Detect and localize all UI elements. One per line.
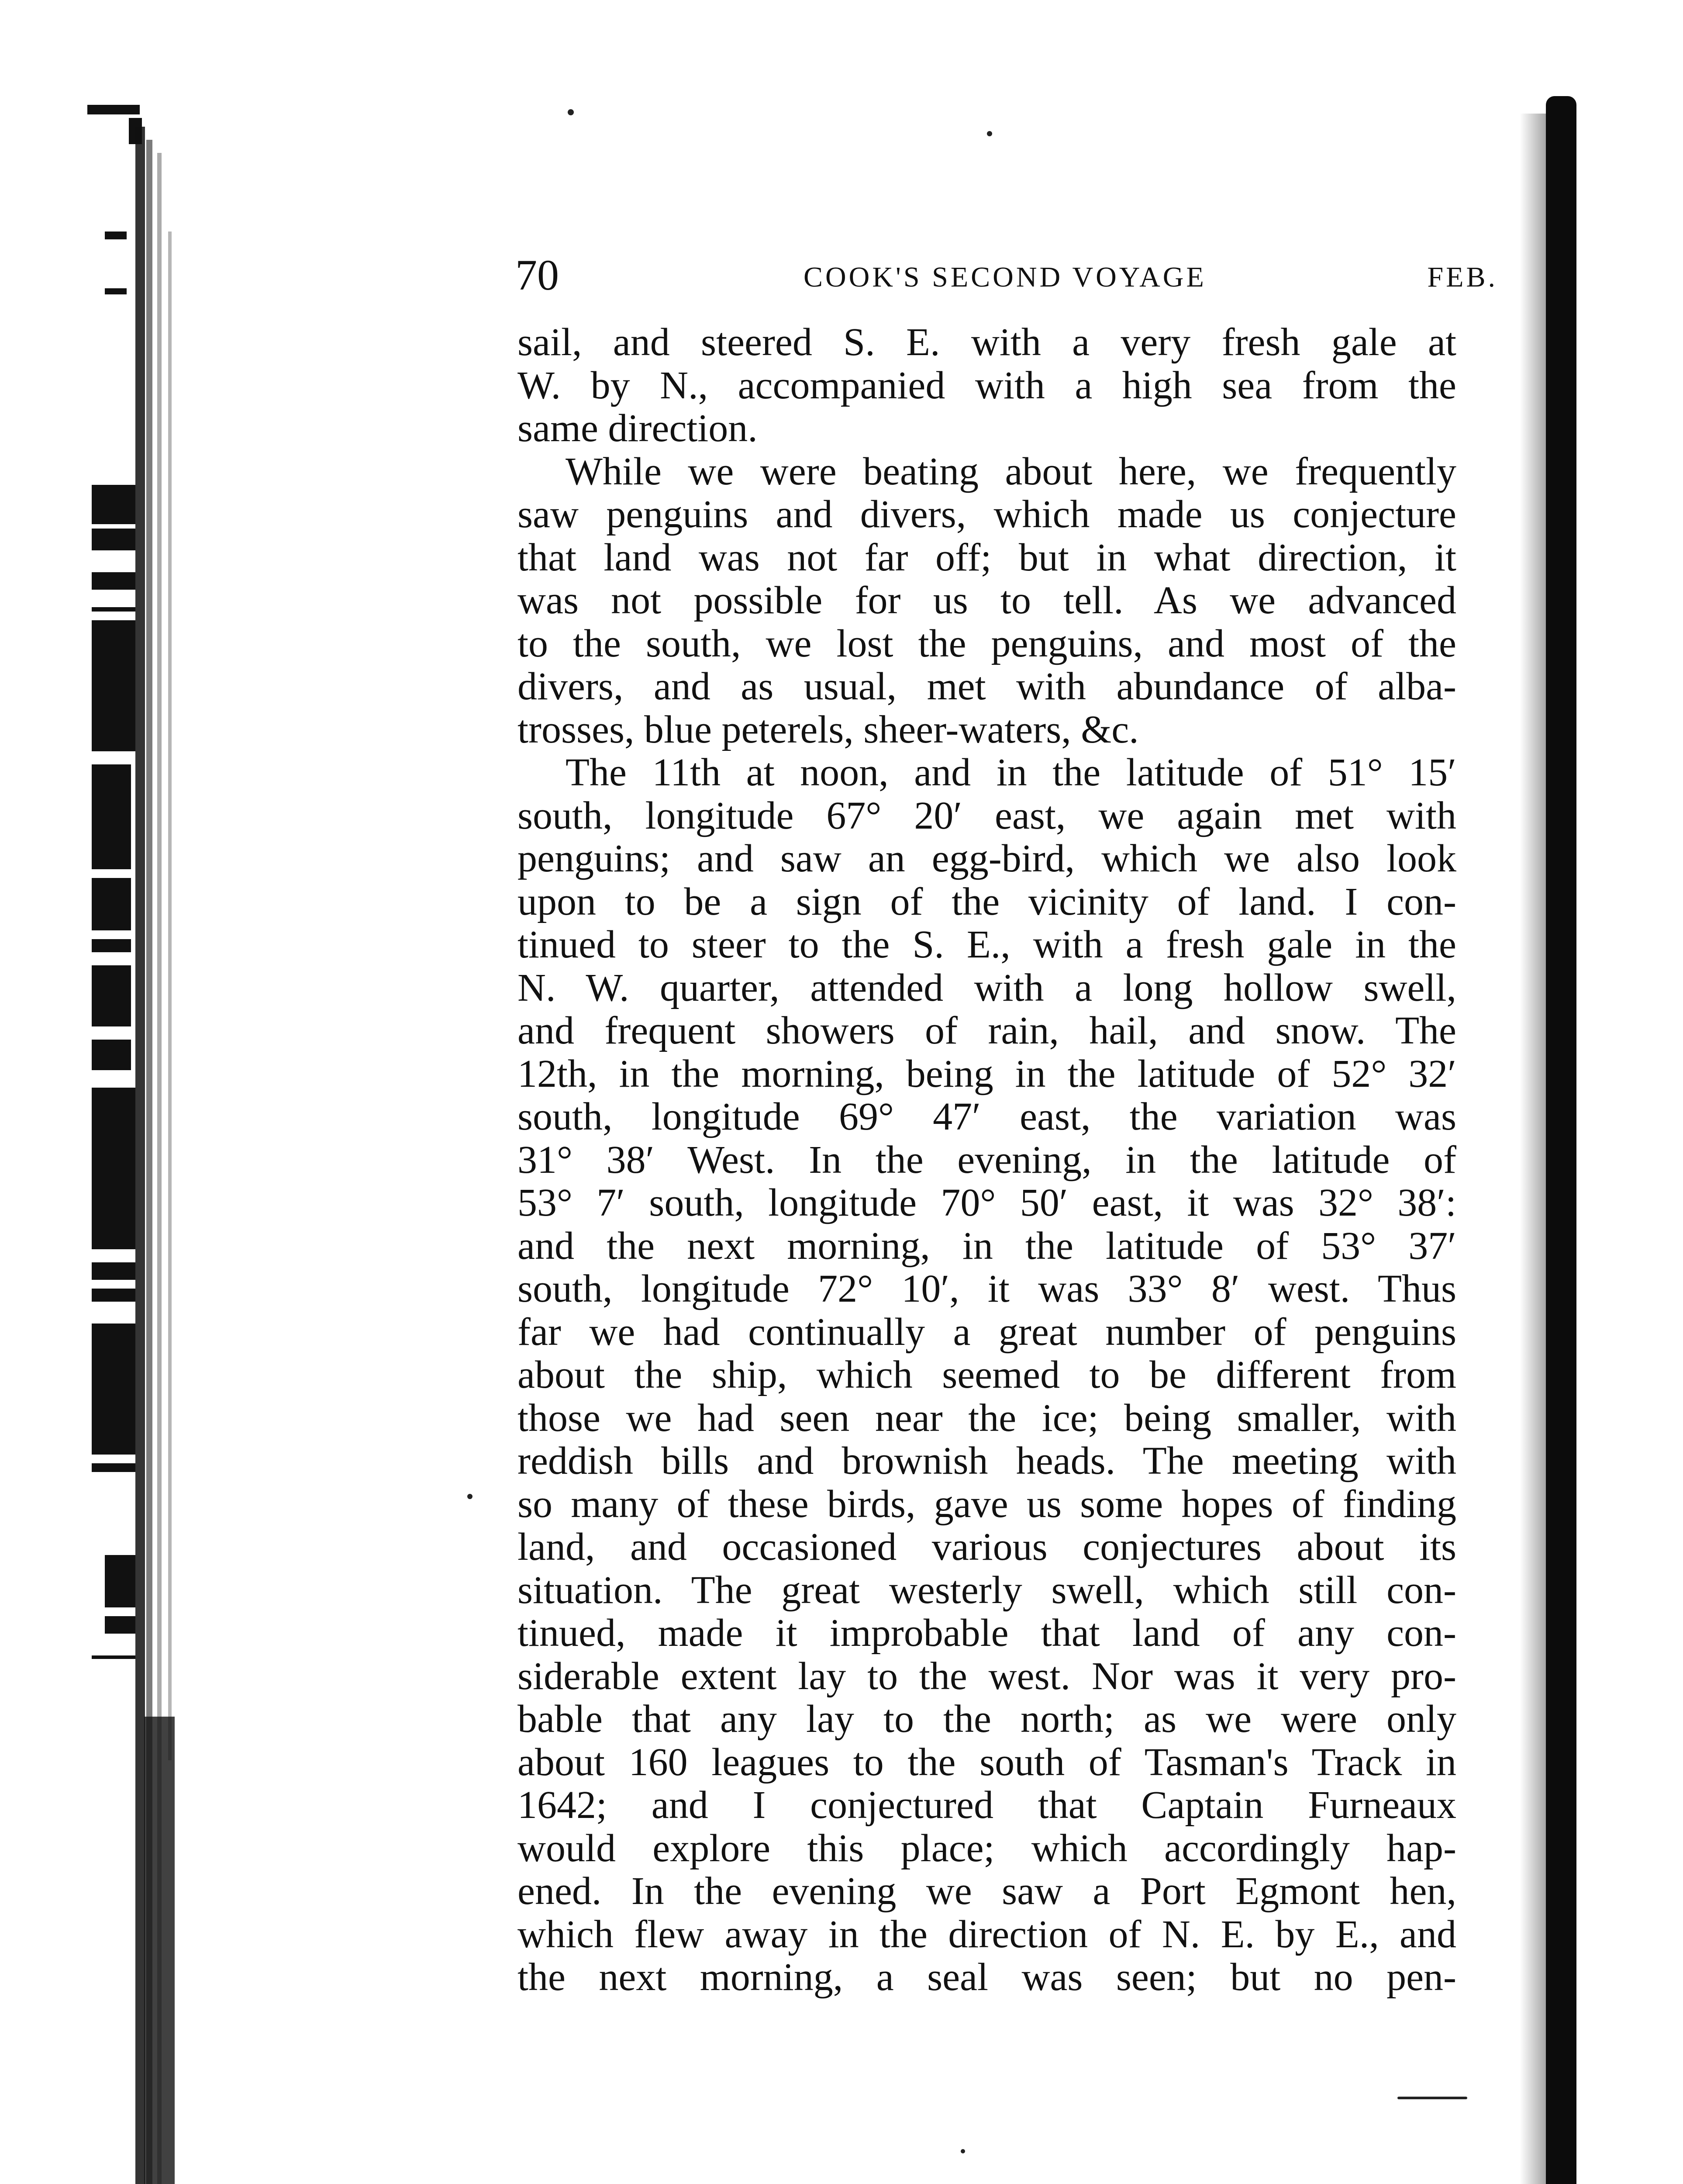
- text-line: south, longitude 67° 20′ east, we again met with: [517, 794, 1456, 837]
- text-line: upon to be a sign of the vicinity of land. I con-: [517, 880, 1456, 923]
- text-line: saw penguins and divers, which made us conjecture: [517, 493, 1456, 536]
- text-line: far we had continually a great number of penguins: [517, 1310, 1456, 1354]
- right-binding-edge: [1546, 96, 1576, 2184]
- running-title: COOK'S SECOND VOYAGE: [804, 261, 1207, 293]
- text-line: While we were beating about here, we frequently: [566, 449, 1456, 493]
- text-line: same direction.: [517, 407, 758, 450]
- scan-speck: [568, 109, 574, 115]
- scan-speck: [961, 2149, 965, 2153]
- running-head: [515, 247, 1498, 304]
- text-line: land, and occasioned various conjectures about its: [517, 1525, 1456, 1569]
- text-line: W. by N., accompanied with a high sea from the: [517, 363, 1456, 407]
- text-line: situation. The great westerly swell, which still con-: [517, 1568, 1456, 1612]
- text-line: about 160 leagues to the south of Tasman's Track in: [517, 1740, 1456, 1784]
- text-line: which flew away in the direction of N. E. by E., and: [517, 1912, 1456, 1956]
- text-line: was not possible for us to tell. As we advanced: [517, 579, 1456, 622]
- text-line: 12th, in the morning, being in the latitude of 52° 32′: [517, 1052, 1456, 1095]
- text-line: trosses, blue peterels, sheer-waters, &c.: [517, 708, 1139, 751]
- text-line: to the south, we lost the penguins, and most of the: [517, 622, 1456, 665]
- text-line: south, longitude 69° 47′ east, the variation was: [517, 1095, 1456, 1138]
- text-line: would explore this place; which accordingly hap-: [517, 1826, 1456, 1870]
- running-month: FEB.: [1427, 261, 1498, 293]
- left-scan-artifacts: [87, 100, 245, 2184]
- text-line: about the ship, which seemed to be different from: [517, 1353, 1456, 1396]
- text-line: bable that any lay to the north; as we were only: [517, 1697, 1456, 1741]
- text-line: The 11th at noon, and in the latitude of 51° 15′: [566, 751, 1456, 794]
- scan-speck: [1397, 2097, 1467, 2099]
- text-line: south, longitude 72° 10′, it was 33° 8′ west. Thus: [517, 1267, 1456, 1310]
- text-line: 1642; and I conjectured that Captain Furneaux: [517, 1783, 1456, 1827]
- text-line: penguins; and saw an egg-bird, which we also look: [517, 837, 1456, 880]
- text-line: tinued, made it improbable that land of any con-: [517, 1611, 1456, 1655]
- page-number: 70: [515, 251, 559, 299]
- body-text: [517, 321, 1456, 1999]
- text-line: so many of these birds, gave us some hopes of finding: [517, 1482, 1456, 1526]
- scan-speck: [467, 1494, 472, 1499]
- text-line: ened. In the evening we saw a Port Egmont hen,: [517, 1870, 1456, 1913]
- text-line: those we had seen near the ice; being smaller, with: [517, 1396, 1456, 1440]
- right-binding-shadow: [1520, 114, 1546, 2184]
- text-line: the next morning, a seal was seen; but no pen-: [517, 1956, 1456, 1999]
- text-line: tinued to steer to the S. E., with a fresh gale in the: [517, 923, 1456, 966]
- text-line: sail, and steered S. E. with a very fresh gale at: [517, 321, 1456, 364]
- text-line: N. W. quarter, attended with a long hollow swell,: [517, 966, 1456, 1009]
- text-line: divers, and as usual, met with abundance of alba-: [517, 665, 1456, 708]
- text-line: siderable extent lay to the west. Nor was it very pro-: [517, 1654, 1456, 1698]
- scan-speck: [987, 131, 992, 136]
- text-line: reddish bills and brownish heads. The meeting with: [517, 1439, 1456, 1482]
- text-line: and frequent showers of rain, hail, and snow. The: [517, 1009, 1456, 1052]
- text-line: and the next morning, in the latitude of 53° 37′: [517, 1224, 1456, 1268]
- text-line: that land was not far off; but in what direction, it: [517, 536, 1456, 579]
- text-line: 53° 7′ south, longitude 70° 50′ east, it was 32° 38′:: [517, 1181, 1456, 1224]
- text-line: 31° 38′ West. In the evening, in the latitude of: [517, 1138, 1456, 1182]
